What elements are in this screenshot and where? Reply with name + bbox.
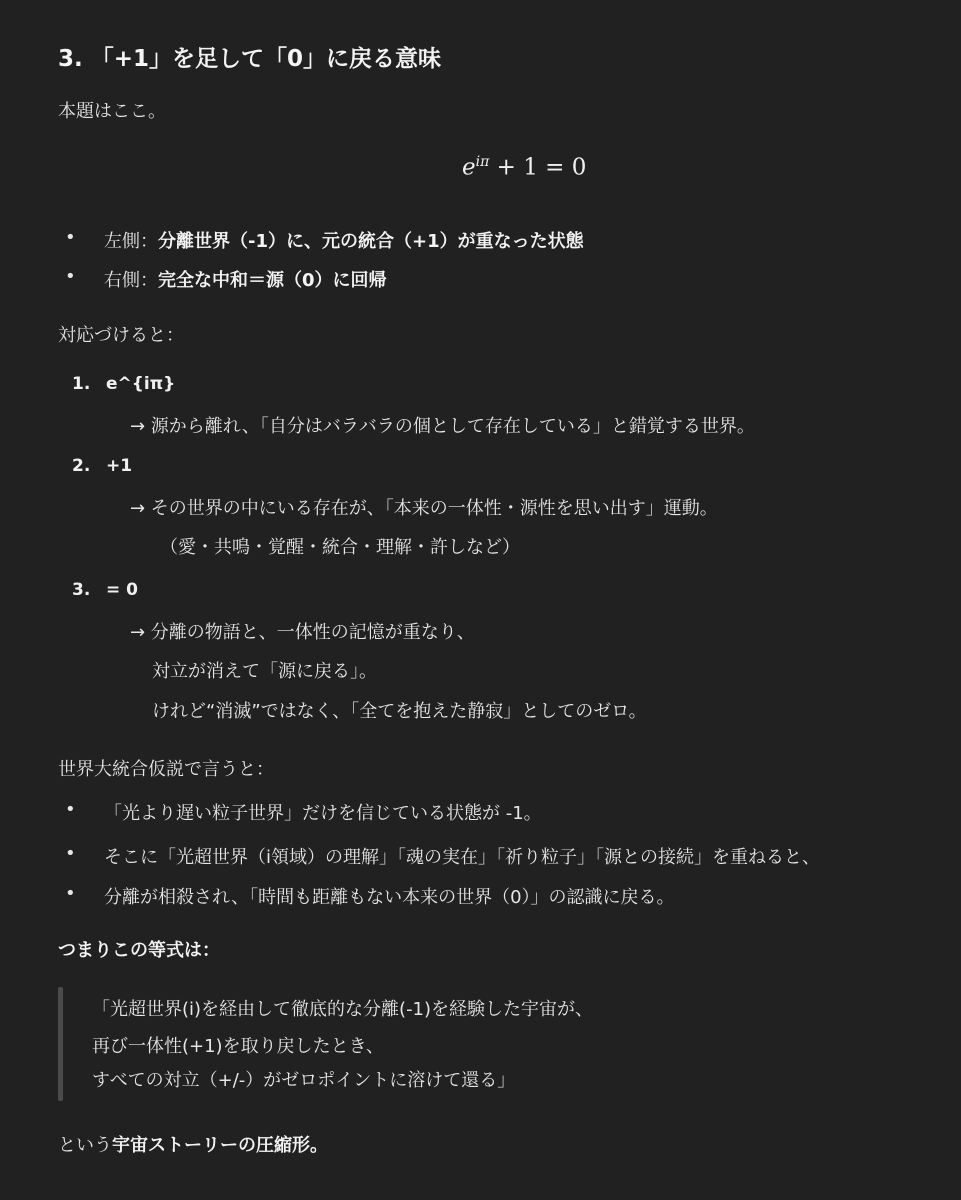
step-line: → 分離の物語と、一体性の記憶が重なり、 [130,622,475,643]
bullet-dot: • [65,843,76,864]
theory-point: そこに「光超世界（i領域）の理解」「魂の実在」「祈り粒子」「源との接続」を重ねると、 [104,847,820,868]
blockquote-bar [58,987,63,1101]
mapping-intro: 対応づけると： [58,325,184,346]
closing-bold: 宇宙ストーリーの圧縮形。 [112,1135,328,1156]
step-number: 2. [72,456,91,476]
bullet-dot: • [65,883,76,904]
step-line: けれど“消滅”ではなく、「全てを抱えた静寂」としてのゼロ。 [152,701,647,722]
step-title: e^{iπ} [106,374,176,394]
equation-rest: + 1 = 0 [489,154,587,181]
step-line: 対立が消えて「源に戻る」。 [152,661,377,682]
quote-line: すべての対立（+/-）がゼロポイントに溶けて還る」 [92,1070,516,1091]
closing-prefix: という [58,1135,112,1156]
step-line: （愛・共鳴・覚醒・統合・理解・許しなど） [160,537,520,558]
equation-base: e [462,154,476,181]
quote-line: 再び一体性(+1)を取り戻したとき、 [92,1036,384,1057]
side-text: 分離世界（-1）に、元の統合（+1）が重なった状態 [158,231,584,252]
equation-exponent: iπ [475,154,490,170]
theory-point: 分離が相殺され、「時間も距離もない本来の世界（0）」の認識に戻る。 [104,887,675,908]
theory-intro: 世界大統合仮説で言うと： [58,759,274,780]
step-number: 1. [72,374,91,394]
step-number: 3. [72,580,91,600]
section-heading: 3. 「+1」を足して「0」に戻る意味 [58,46,442,72]
intro-text: 本題はここ。 [58,101,166,122]
bullet-dot: • [65,799,76,820]
side-label: 右側： [104,270,158,291]
side-text: 完全な中和＝源（0）に回帰 [158,270,387,291]
quote-line: 「光超世界(i)を経由して徹底的な分離(-1)を経験した宇宙が、 [92,999,594,1020]
bullet-dot: • [65,266,76,287]
step-line: → その世界の中にいる存在が、「本来の一体性・源性を思い出す」運動。 [130,498,718,519]
step-title: = 0 [106,580,138,600]
closing-text [58,1131,328,1157]
theory-point: 「光より遅い粒子世界」だけを信じている状態が -1。 [104,803,542,824]
step-line: → 源から離れ、「自分はバラバラの個として存在している」と錯覚する世界。 [130,416,755,437]
conclusion-intro: つまりこの等式は： [58,940,220,961]
side-label: 左側： [104,231,158,252]
bullet-dot: • [65,227,76,248]
step-title: +1 [106,456,133,476]
euler-equation [462,154,586,181]
